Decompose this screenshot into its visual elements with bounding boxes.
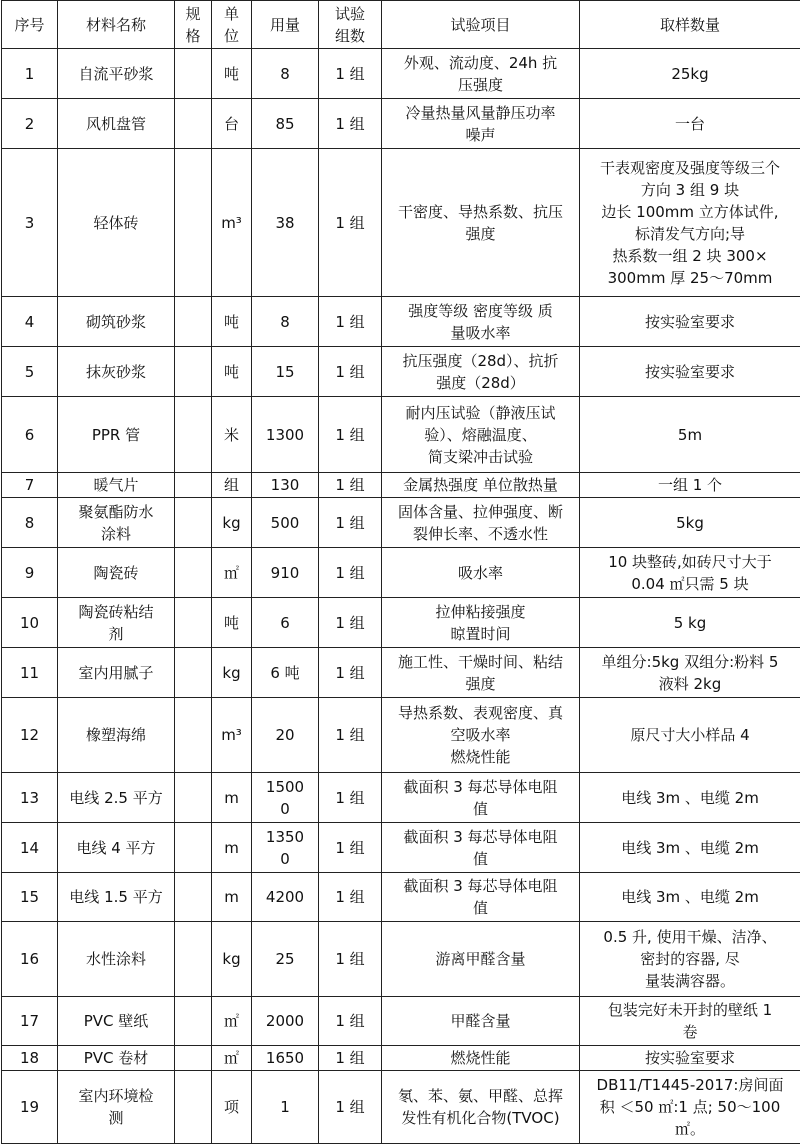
material-name-cell: PPR 管: [58, 397, 175, 473]
quantity-cell: 85: [252, 99, 319, 149]
header-sample-quantity: 取样数量: [580, 1, 800, 49]
quantity-cell: 6: [252, 598, 319, 648]
quantity-cell: 6 吨: [252, 648, 319, 698]
quantity-cell: 1500 0: [252, 773, 319, 823]
table-row: [2, 99, 800, 149]
material-name-cell: 暖气片: [58, 473, 175, 498]
spec-cell: [175, 598, 212, 648]
unit-cell: 吨: [212, 49, 252, 99]
row-number-cell: 5: [2, 347, 58, 397]
test-groups-cell: 1 组: [319, 498, 382, 548]
sample-quantity-cell: 5m: [580, 397, 800, 473]
row-number-cell: 1: [2, 49, 58, 99]
spec-cell: [175, 397, 212, 473]
test-items-cell: 外观、流动度、24h 抗 压强度: [382, 49, 580, 99]
sample-quantity-cell: 按实验室要求: [580, 347, 800, 397]
table-row: [2, 698, 800, 773]
test-items-cell: 截面积 3 每芯导体电阻 值: [382, 873, 580, 922]
test-groups-cell: 1 组: [319, 397, 382, 473]
quantity-cell: 1: [252, 1071, 319, 1144]
row-number-cell: 2: [2, 99, 58, 149]
quantity-cell: 1350 0: [252, 823, 319, 873]
sample-quantity-cell: 一组 1 个: [580, 473, 800, 498]
test-groups-cell: 1 组: [319, 297, 382, 347]
row-number-cell: 11: [2, 648, 58, 698]
spec-cell: [175, 922, 212, 997]
test-groups-cell: 1 组: [319, 1046, 382, 1071]
row-number-cell: 19: [2, 1071, 58, 1144]
material-name-cell: 砌筑砂浆: [58, 297, 175, 347]
unit-cell: m³: [212, 698, 252, 773]
spec-cell: [175, 1046, 212, 1071]
material-name-cell: 轻体砖: [58, 149, 175, 297]
material-name-cell: 室内用腻子: [58, 648, 175, 698]
unit-cell: m: [212, 823, 252, 873]
test-items-cell: 截面积 3 每芯导体电阻 值: [382, 823, 580, 873]
quantity-cell: 4200: [252, 873, 319, 922]
row-number-cell: 4: [2, 297, 58, 347]
unit-cell: 吨: [212, 347, 252, 397]
test-groups-cell: 1 组: [319, 473, 382, 498]
sample-quantity-cell: 按实验室要求: [580, 297, 800, 347]
quantity-cell: 38: [252, 149, 319, 297]
table-row: [2, 1046, 800, 1071]
row-number-cell: 7: [2, 473, 58, 498]
sample-quantity-cell: DB11/T1445-2017:房间面 积 ＜50 ㎡:1 点; 50～100 ㎡。: [580, 1071, 800, 1144]
unit-cell: kg: [212, 648, 252, 698]
material-name-cell: PVC 卷材: [58, 1046, 175, 1071]
spec-cell: [175, 648, 212, 698]
unit-cell: 项: [212, 1071, 252, 1144]
spec-cell: [175, 297, 212, 347]
test-items-cell: 吸水率: [382, 548, 580, 598]
test-items-cell: 金属热强度 单位散热量: [382, 473, 580, 498]
row-number-cell: 15: [2, 873, 58, 922]
sample-quantity-cell: 干表观密度及强度等级三个 方向 3 组 9 块 边长 100mm 立方体试件, 标清发气方向;导 热系数一组 2 块 300× 300mm 厚 25～70mm: [580, 149, 800, 297]
material-name-cell: 抹灰砂浆: [58, 347, 175, 397]
test-items-cell: 强度等级 密度等级 质 量吸水率: [382, 297, 580, 347]
test-items-cell: 截面积 3 每芯导体电阻 值: [382, 773, 580, 823]
table-row: [2, 548, 800, 598]
material-name-cell: 陶瓷砖粘结 剂: [58, 598, 175, 648]
material-name-cell: 橡塑海绵: [58, 698, 175, 773]
table-row: [2, 598, 800, 648]
quantity-cell: 8: [252, 297, 319, 347]
test-groups-cell: 1 组: [319, 873, 382, 922]
unit-cell: 吨: [212, 297, 252, 347]
sample-quantity-cell: 5 kg: [580, 598, 800, 648]
unit-cell: kg: [212, 922, 252, 997]
test-groups-cell: 1 组: [319, 698, 382, 773]
table-row: [2, 347, 800, 397]
test-groups-cell: 1 组: [319, 548, 382, 598]
material-name-cell: 聚氨酯防水 涂料: [58, 498, 175, 548]
quantity-cell: 20: [252, 698, 319, 773]
unit-cell: m³: [212, 149, 252, 297]
unit-cell: m: [212, 873, 252, 922]
sample-quantity-cell: 5kg: [580, 498, 800, 548]
sample-quantity-cell: 电线 3m 、电缆 2m: [580, 873, 800, 922]
material-name-cell: 风机盘管: [58, 99, 175, 149]
test-items-cell: 导热系数、表观密度、真 空吸水率 燃烧性能: [382, 698, 580, 773]
table-row: [2, 922, 800, 997]
table-row: [2, 297, 800, 347]
material-name-cell: 室内环境检 测: [58, 1071, 175, 1144]
test-groups-cell: 1 组: [319, 347, 382, 397]
sample-quantity-cell: 25kg: [580, 49, 800, 99]
spec-cell: [175, 347, 212, 397]
quantity-cell: 130: [252, 473, 319, 498]
row-number-cell: 9: [2, 548, 58, 598]
quantity-cell: 1650: [252, 1046, 319, 1071]
test-groups-cell: 1 组: [319, 49, 382, 99]
spec-cell: [175, 99, 212, 149]
test-groups-cell: 1 组: [319, 648, 382, 698]
test-groups-cell: 1 组: [319, 598, 382, 648]
material-name-cell: 自流平砂浆: [58, 49, 175, 99]
sample-quantity-cell: 按实验室要求: [580, 1046, 800, 1071]
header-spec: 规 格: [175, 1, 212, 49]
spec-cell: [175, 473, 212, 498]
spec-cell: [175, 1071, 212, 1144]
table-row: [2, 823, 800, 873]
header-unit: 单 位: [212, 1, 252, 49]
row-number-cell: 16: [2, 922, 58, 997]
material-name-cell: 水性涂料: [58, 922, 175, 997]
unit-cell: 台: [212, 99, 252, 149]
unit-cell: m: [212, 773, 252, 823]
quantity-cell: 8: [252, 49, 319, 99]
table-row: [2, 473, 800, 498]
test-groups-cell: 1 组: [319, 99, 382, 149]
row-number-cell: 8: [2, 498, 58, 548]
quantity-cell: 25: [252, 922, 319, 997]
material-name-cell: 电线 4 平方: [58, 823, 175, 873]
spec-cell: [175, 698, 212, 773]
quantity-cell: 15: [252, 347, 319, 397]
unit-cell: kg: [212, 498, 252, 548]
unit-cell: ㎡: [212, 997, 252, 1046]
test-items-cell: 抗压强度（28d）、抗折 强度（28d）: [382, 347, 580, 397]
sample-quantity-cell: 原尺寸大小样品 4: [580, 698, 800, 773]
test-items-cell: 燃烧性能: [382, 1046, 580, 1071]
row-number-cell: 17: [2, 997, 58, 1046]
test-items-cell: 游离甲醛含量: [382, 922, 580, 997]
table-row: [2, 648, 800, 698]
sample-quantity-cell: 0.5 升, 使用干燥、洁净、 密封的容器, 尽 量装满容器。: [580, 922, 800, 997]
unit-cell: 米: [212, 397, 252, 473]
unit-cell: 吨: [212, 598, 252, 648]
test-groups-cell: 1 组: [319, 1071, 382, 1144]
test-groups-cell: 1 组: [319, 149, 382, 297]
test-groups-cell: 1 组: [319, 922, 382, 997]
spec-cell: [175, 997, 212, 1046]
sample-quantity-cell: 电线 3m 、电缆 2m: [580, 823, 800, 873]
header-material-name: 材料名称: [58, 1, 175, 49]
header-no: 序号: [2, 1, 58, 49]
unit-cell: 组: [212, 473, 252, 498]
sample-quantity-cell: 一台: [580, 99, 800, 149]
table-row: [2, 149, 800, 297]
row-number-cell: 10: [2, 598, 58, 648]
material-name-cell: 电线 2.5 平方: [58, 773, 175, 823]
materials-test-table: [1, 0, 800, 1144]
test-items-cell: 施工性、干燥时间、粘结 强度: [382, 648, 580, 698]
spec-cell: [175, 873, 212, 922]
test-items-cell: 耐内压试验（静液压试 验）、熔融温度、 简支梁冲击试验: [382, 397, 580, 473]
spec-cell: [175, 823, 212, 873]
table-row: [2, 498, 800, 548]
table-row: [2, 49, 800, 99]
table-row: [2, 873, 800, 922]
row-number-cell: 3: [2, 149, 58, 297]
spec-cell: [175, 498, 212, 548]
material-name-cell: 陶瓷砖: [58, 548, 175, 598]
test-groups-cell: 1 组: [319, 823, 382, 873]
test-items-cell: 拉伸粘接强度 晾置时间: [382, 598, 580, 648]
unit-cell: ㎡: [212, 1046, 252, 1071]
row-number-cell: 18: [2, 1046, 58, 1071]
sample-quantity-cell: 包装完好未开封的壁纸 1 卷: [580, 997, 800, 1046]
test-items-cell: 冷量热量风量静压功率 噪声: [382, 99, 580, 149]
quantity-cell: 500: [252, 498, 319, 548]
quantity-cell: 2000: [252, 997, 319, 1046]
table-row: [2, 773, 800, 823]
test-items-cell: 甲醛含量: [382, 997, 580, 1046]
unit-cell: ㎡: [212, 548, 252, 598]
test-groups-cell: 1 组: [319, 773, 382, 823]
spec-cell: [175, 49, 212, 99]
material-name-cell: 电线 1.5 平方: [58, 873, 175, 922]
quantity-cell: 910: [252, 548, 319, 598]
spec-cell: [175, 149, 212, 297]
header-test-groups: 试验 组数: [319, 1, 382, 49]
test-items-cell: 固体含量、拉伸强度、断 裂伸长率、不透水性: [382, 498, 580, 548]
row-number-cell: 12: [2, 698, 58, 773]
header-row: [2, 1, 800, 49]
header-quantity: 用量: [252, 1, 319, 49]
test-items-cell: 干密度、导热系数、抗压 强度: [382, 149, 580, 297]
material-name-cell: PVC 壁纸: [58, 997, 175, 1046]
sample-quantity-cell: 电线 3m 、电缆 2m: [580, 773, 800, 823]
sample-quantity-cell: 10 块整砖,如砖尺寸大于 0.04 ㎡只需 5 块: [580, 548, 800, 598]
table-row: [2, 397, 800, 473]
row-number-cell: 14: [2, 823, 58, 873]
table-row: [2, 997, 800, 1046]
spec-cell: [175, 548, 212, 598]
test-items-cell: 氡、苯、氨、甲醛、总挥 发性有机化合物(TVOC): [382, 1071, 580, 1144]
test-groups-cell: 1 组: [319, 997, 382, 1046]
table-row: [2, 1071, 800, 1144]
header-test-items: 试验项目: [382, 1, 580, 49]
spec-cell: [175, 773, 212, 823]
row-number-cell: 13: [2, 773, 58, 823]
quantity-cell: 1300: [252, 397, 319, 473]
sample-quantity-cell: 单组分:5kg 双组分:粉料 5 液料 2kg: [580, 648, 800, 698]
row-number-cell: 6: [2, 397, 58, 473]
